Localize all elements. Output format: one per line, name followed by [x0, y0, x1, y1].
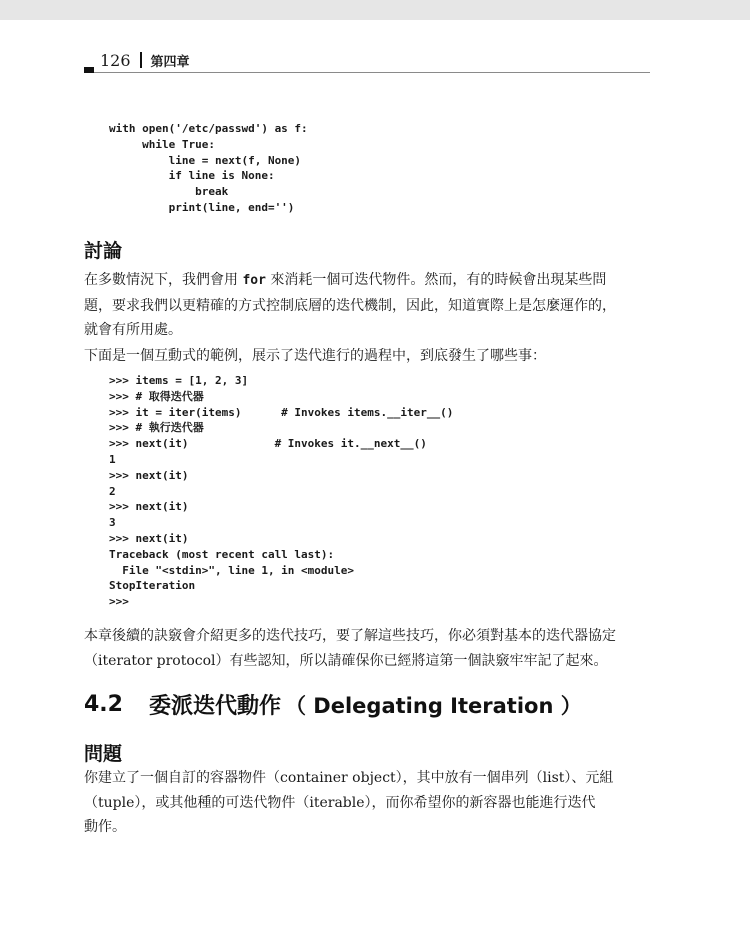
section-number: 4.2: [84, 692, 123, 717]
code-line: StopIteration: [109, 579, 196, 593]
text-line: 就會有所用處。: [84, 322, 182, 338]
section-title: [84, 689, 582, 720]
problem-heading: 問題: [84, 743, 123, 765]
code-line: >>> # 執行迭代器: [109, 421, 204, 435]
code-line: print(line, end=''): [109, 200, 295, 214]
text-line: 下面是一個互動式的範例，展示了迭代進行的過程中，到底發生了哪些事：: [84, 348, 546, 364]
code-line: with open('/etc/passwd') as f:: [109, 122, 308, 135]
chapter-title: 第四章: [150, 54, 190, 70]
text-line: （tuple），或其他種的可迭代物件（iterable），而你希望你的新容器也能進行迭代: [84, 794, 596, 811]
text-line: 動作。: [84, 819, 126, 835]
text-line: （iterator protocol）有些認知，所以請確保你已經將這第一個訣竅牢牢記了起來。: [84, 652, 608, 669]
code-line: >>> items = [1, 2, 3]: [109, 374, 249, 387]
top-band: [0, 0, 750, 20]
section-title-chinese: 委派迭代動作: [148, 694, 281, 719]
code-line: >>> # 取得迭代器: [109, 389, 204, 403]
text-line: 題，要求我們以更精確的方式控制底層的迭代機制，因此，知道實際上是怎麼運作的，: [84, 297, 616, 314]
code-line: >>>: [109, 595, 129, 609]
header-separator: [140, 52, 142, 68]
page-number: 126: [100, 50, 131, 70]
code-line: >>> next(it): [109, 531, 189, 545]
code-line: line = next(f, None): [109, 153, 302, 167]
code-line: 3: [109, 516, 116, 530]
code-line: Traceback (most recent call last):: [109, 547, 335, 561]
code-block-open-file: [109, 121, 308, 216]
discussion-paragraph-1: [84, 268, 650, 343]
code-line: break: [109, 185, 229, 199]
code-line: >>> next(it) # Invokes it.__next__(): [109, 437, 427, 451]
code-line: >>> it = iter(items) # Invokes items.__iter__(): [109, 405, 454, 419]
code-line: File "<stdin>", line 1, in <module>: [109, 563, 355, 577]
code-line: 1: [109, 452, 116, 466]
code-line: >>> next(it): [109, 500, 189, 514]
header-marker: [84, 67, 94, 73]
code-line: if line is None:: [109, 169, 275, 183]
code-line: 2: [109, 484, 116, 498]
text-line: 你建立了一個自訂的容器物件（container object），其中放有一個串列（list）、元組: [84, 770, 614, 786]
code-block-interactive: [109, 373, 453, 610]
text-line: 在多數情況下，我們會用 for 來消耗一個可迭代物件。然而，有的時候會出現某些問: [84, 272, 607, 288]
code-line: >>> next(it): [109, 468, 189, 482]
problem-paragraph: [84, 766, 650, 840]
discussion-heading: 討論: [84, 240, 123, 262]
code-line: while True:: [109, 137, 215, 151]
discussion-paragraph-2: [84, 344, 650, 369]
inline-code-for: for: [242, 273, 266, 288]
page-header: [84, 48, 650, 73]
text-line: 本章後續的訣竅會介紹更多的迭代技巧，要了解這些技巧，你必須對基本的迭代器協定: [84, 628, 616, 644]
summary-paragraph: [84, 624, 650, 673]
section-title-english: （ Delegating Iteration ）: [285, 693, 582, 718]
